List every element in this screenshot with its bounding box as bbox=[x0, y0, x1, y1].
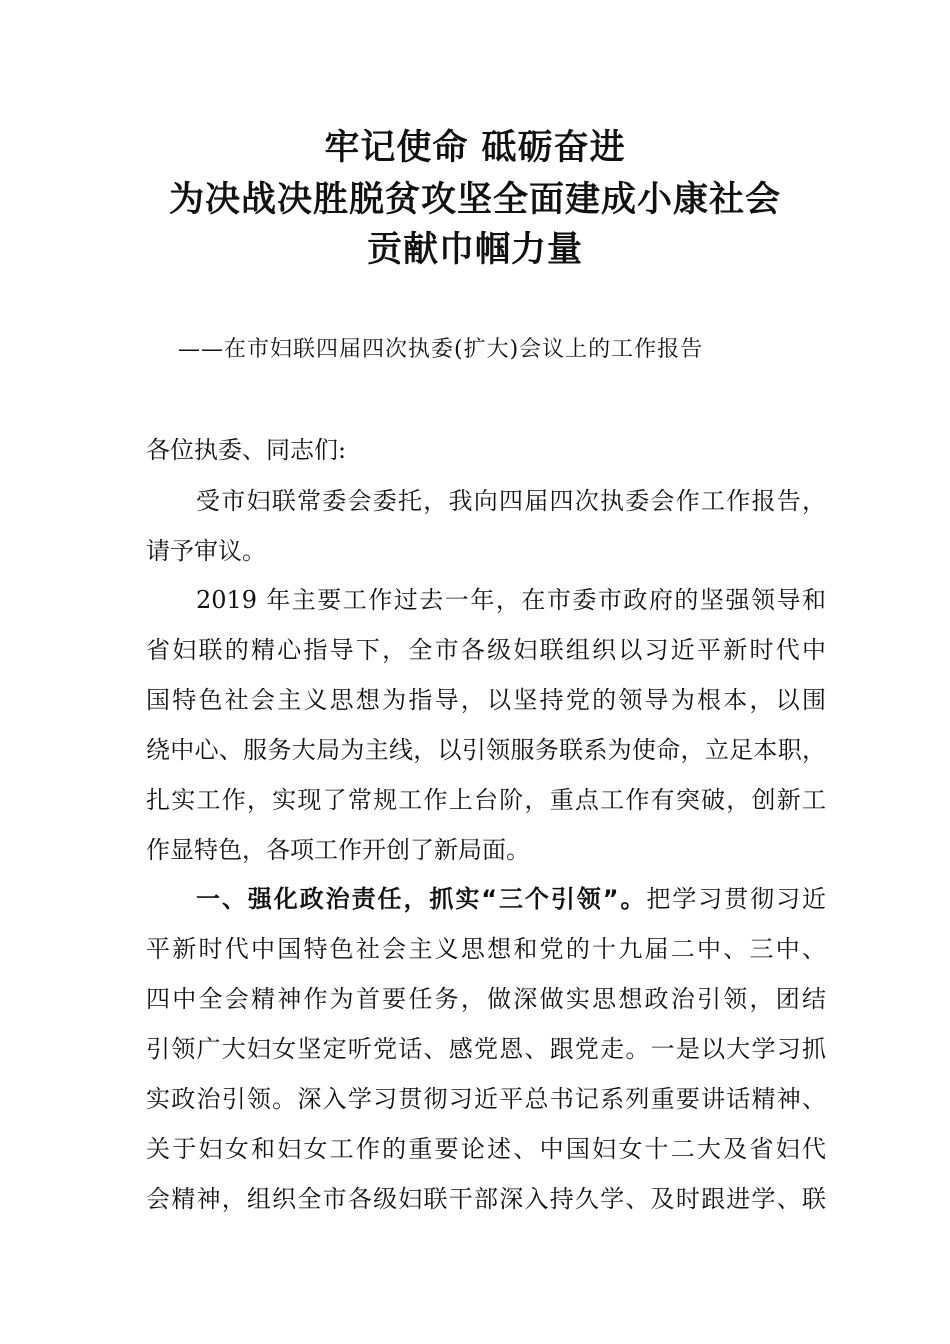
paragraph-line: 请予审议。 bbox=[146, 537, 266, 565]
paragraph-line: 受市妇联常委会委托，我向四届四次执委会作工作报告， bbox=[196, 487, 826, 515]
paragraph-line: 会精神，组织全市各级妇联干部深入持久学、及时跟进学、联 bbox=[146, 1185, 826, 1213]
section-heading: 一、强化政治责任，抓实“三个引领”。 bbox=[196, 885, 647, 913]
paragraph-line: 扎实工作，实现了常规工作上台阶，重点工作有突破，创新工 bbox=[146, 786, 826, 814]
paragraph-line: 平新时代中国特色社会主义思想和党的十九届二中、三中、 bbox=[146, 935, 826, 963]
paragraph-line: 引领广大妇女坚定听党话、感党恩、跟党走。一是以大学习抓 bbox=[146, 1035, 826, 1063]
title-line-3: 贡献巾帼力量 bbox=[366, 229, 583, 270]
paragraph-line: 关于妇女和妇女工作的重要论述、中国妇女十二大及省妇代 bbox=[146, 1135, 826, 1163]
title-line-2: 为决战决胜脱贫攻坚全面建成小康社会 bbox=[168, 179, 781, 220]
paragraph-line: 绕中心、服务大局为主线，以引领服务联系为使命，立足本职， bbox=[146, 736, 826, 764]
title-line-1: 牢记使命 砥砺奋进 bbox=[324, 127, 626, 168]
salutation: 各位执委、同志们: bbox=[146, 436, 347, 464]
paragraph-line: 实政治引领。深入学习贯彻习近平总书记系列重要讲话精神、 bbox=[146, 1085, 826, 1113]
section-heading-line bbox=[196, 882, 826, 916]
paragraph-line: 国特色社会主义思想为指导，以坚持党的领导为根本，以围 bbox=[146, 686, 826, 714]
paragraph-line: 四中全会精神作为首要任务，做深做实思想政治引领，团结 bbox=[146, 985, 826, 1013]
paragraph-line: 2019 年主要工作过去一年，在市委市政府的坚强领导和 bbox=[196, 586, 826, 614]
paragraph-line: 省妇联的精心指导下，全市各级妇联组织以习近平新时代中 bbox=[146, 636, 826, 664]
section-heading-rest: 把学习贯彻习近 bbox=[646, 885, 827, 913]
subtitle: ——在市妇联四届四次执委(扩大)会议上的工作报告 bbox=[178, 337, 704, 362]
paragraph-line: 作显特色，各项工作开创了新局面。 bbox=[146, 836, 530, 864]
